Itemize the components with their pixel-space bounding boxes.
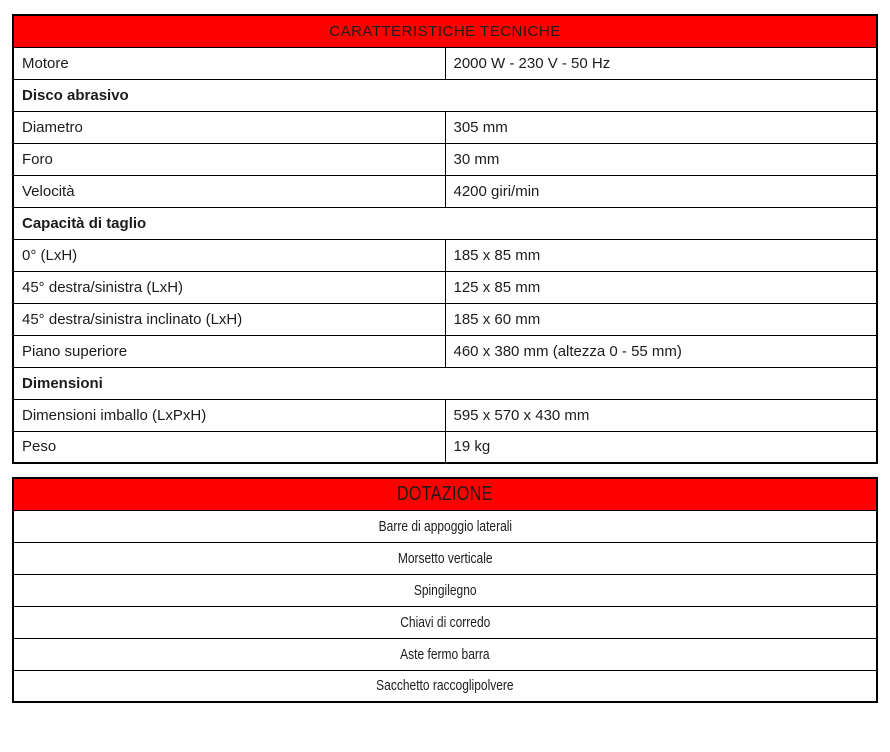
spec-value: 185 x 60 mm [445, 303, 877, 335]
specs-title-row [13, 15, 877, 47]
equipment-row [13, 574, 877, 606]
spec-value: 305 mm [445, 111, 877, 143]
equipment-row [13, 638, 877, 670]
spec-row [13, 239, 877, 271]
section-label: Dimensioni [13, 367, 877, 399]
spec-row [13, 271, 877, 303]
specs-table-body [13, 15, 877, 463]
equipment-item-cell [13, 670, 877, 702]
spec-value: 2000 W - 230 V - 50 Hz [445, 47, 877, 79]
spec-row [13, 303, 877, 335]
equipment-item-cell [13, 542, 877, 574]
specs-table-title: CARATTERISTICHE TECNICHE [13, 15, 877, 47]
section-row [13, 367, 877, 399]
technical-specs-table [12, 14, 878, 464]
spec-label: 45° destra/sinistra inclinato (LxH) [13, 303, 445, 335]
spec-row [13, 47, 877, 79]
spec-row [13, 399, 877, 431]
equipment-row [13, 510, 877, 542]
section-label: Disco abrasivo [13, 79, 877, 111]
spec-label: Diametro [13, 111, 445, 143]
equipment-item-cell [13, 606, 877, 638]
spec-row [13, 431, 877, 463]
spec-row [13, 143, 877, 175]
section-row [13, 207, 877, 239]
spec-label: Dimensioni imballo (LxPxH) [13, 399, 445, 431]
table-gap [12, 464, 878, 477]
spec-label: Piano superiore [13, 335, 445, 367]
spec-label: Motore [13, 47, 445, 79]
spec-value: 460 x 380 mm (altezza 0 - 55 mm) [445, 335, 877, 367]
spec-row [13, 175, 877, 207]
spec-row [13, 111, 877, 143]
spec-value: 595 x 570 x 430 mm [445, 399, 877, 431]
equipment-item-cell [13, 638, 877, 670]
spec-label: Foro [13, 143, 445, 175]
equipment-item-cell [13, 510, 877, 542]
spec-label: Peso [13, 431, 445, 463]
spec-label: 0° (LxH) [13, 239, 445, 271]
equipment-title-row [13, 478, 877, 510]
section-label: Capacità di taglio [13, 207, 877, 239]
equipment-table [12, 477, 878, 703]
equipment-table-title-text: DOTAZIONE [397, 482, 493, 505]
equipment-table-body [13, 478, 877, 702]
equipment-row [13, 542, 877, 574]
spec-value: 4200 giri/min [445, 175, 877, 207]
spec-row [13, 335, 877, 367]
spec-label: Velocità [13, 175, 445, 207]
equipment-item-label: Aste fermo barra [400, 645, 490, 663]
equipment-item-label: Barre di appoggio laterali [378, 517, 512, 535]
spec-label: 45° destra/sinistra (LxH) [13, 271, 445, 303]
equipment-row [13, 670, 877, 702]
spec-value: 30 mm [445, 143, 877, 175]
spec-value: 19 kg [445, 431, 877, 463]
equipment-item-label: Morsetto verticale [397, 549, 493, 567]
equipment-table-title [13, 478, 877, 510]
section-row [13, 79, 877, 111]
spec-value: 185 x 85 mm [445, 239, 877, 271]
spec-value: 125 x 85 mm [445, 271, 877, 303]
equipment-item-cell [13, 574, 877, 606]
equipment-item-label: Sacchetto raccoglipolvere [376, 677, 514, 695]
equipment-item-label: Chiavi di corredo [399, 613, 491, 631]
equipment-row [13, 606, 877, 638]
equipment-item-label: Spingilegno [413, 581, 477, 599]
